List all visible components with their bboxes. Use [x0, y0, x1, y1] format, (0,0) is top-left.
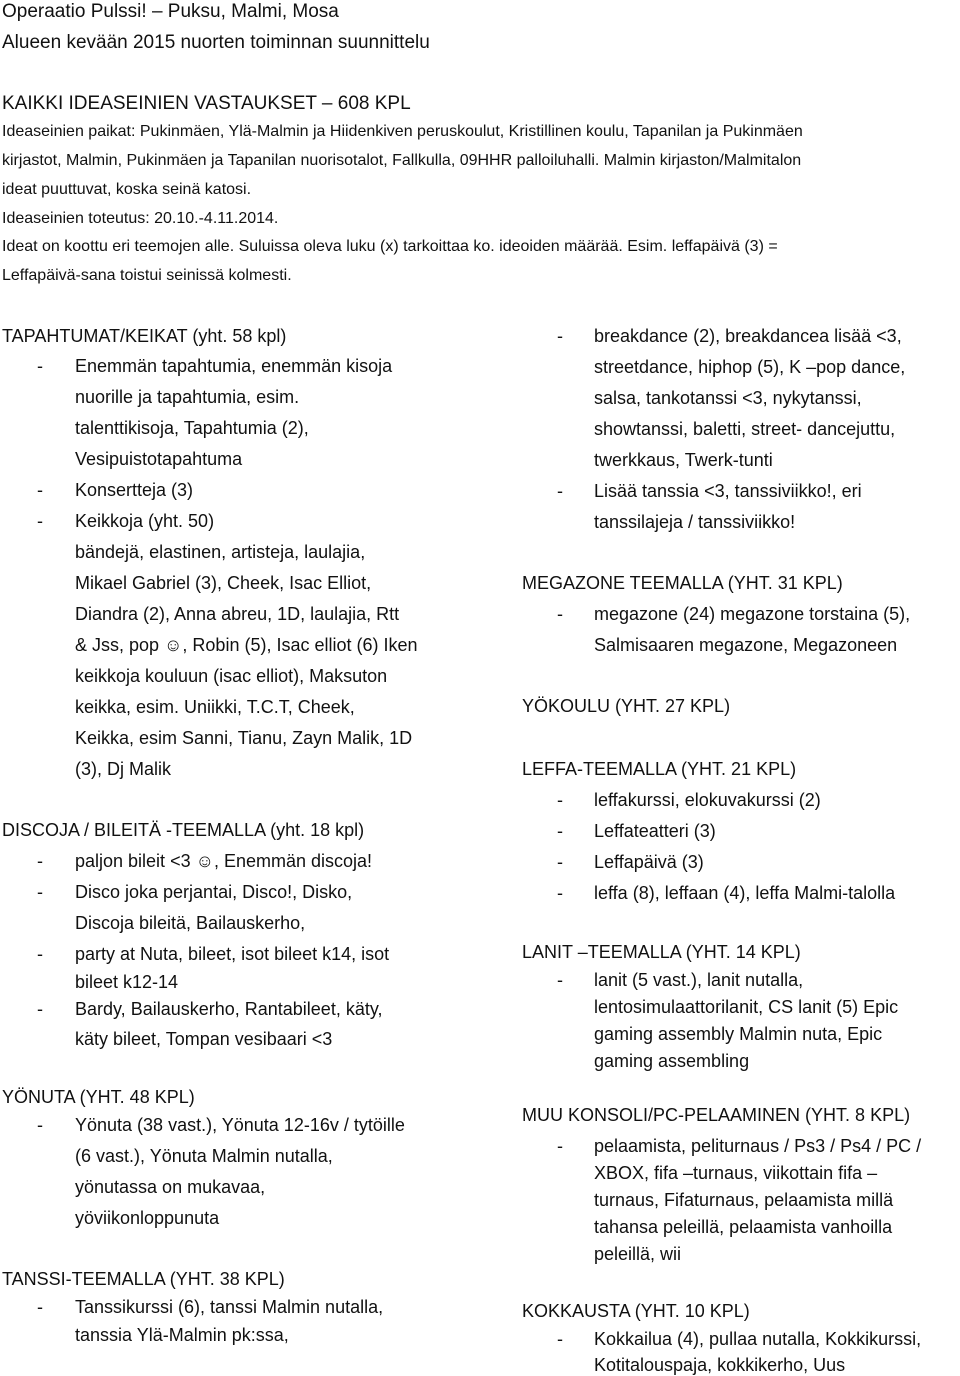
- list-item-cont: tanssilajeja / tanssiviikko!: [594, 512, 796, 532]
- section-heading-megazone: MEGAZONE TEEMALLA (YHT. 31 KPL): [522, 573, 843, 593]
- section-heading-tapahtumat: TAPAHTUMAT/KEIKAT (yht. 58 kpl): [2, 326, 287, 346]
- list-item-cont: yöviikonloppunuta: [75, 1208, 220, 1228]
- document-subtitle: Alueen kevään 2015 nuorten toiminnan suunnittelu: [2, 32, 430, 53]
- section-heading-lanit: LANIT –TEEMALLA (YHT. 14 KPL): [522, 942, 801, 962]
- summary-heading: KAIKKI IDEASEINIEN VASTAUKSET – 608 KPL: [2, 93, 411, 114]
- list-item-cont: (6 vast.), Yönuta Malmin nutalla,: [75, 1146, 333, 1166]
- list-item: Konsertteja (3): [75, 480, 194, 500]
- list-item-cont: Keikka, esim Sanni, Tianu, Zayn Malik, 1D: [75, 728, 413, 748]
- list-item: megazone (24) megazone torstaina (5),: [594, 604, 911, 624]
- list-item-cont: Discoja bileitä, Bailauskerho,: [75, 913, 306, 933]
- list-item-cont: peleillä, wii: [594, 1244, 682, 1264]
- list-item-cont: Kotitalouspaja, kokkikerho, Uus: [594, 1355, 846, 1375]
- bullet-dash: -: [37, 999, 43, 1019]
- bullet-dash: -: [37, 882, 43, 902]
- list-item: leffakurssi, elokuvakurssi (2): [594, 790, 821, 810]
- list-item-cont: käty bileet, Tompan vesibaari <3: [75, 1029, 333, 1049]
- bullet-dash: -: [557, 326, 563, 346]
- list-item-cont: lentosimulaattorilanit, CS lanit (5) Epic: [594, 997, 899, 1017]
- list-item-cont: streetdance, hiphop (5), K –pop dance,: [594, 357, 906, 377]
- list-item-cont: keikkoja kouluun (isac elliot), Maksuton: [75, 666, 388, 686]
- list-item: Leffateatteri (3): [594, 821, 716, 841]
- summary-line: Leffapäivä-sana toistui seinissä kolmesti.: [2, 267, 292, 284]
- list-item: Bardy, Bailauskerho, Rantabileet, käty,: [75, 999, 383, 1019]
- list-item-cont: bileet k12-14: [75, 972, 179, 992]
- summary-line: ideat puuttuvat, koska seinä katosi.: [2, 181, 252, 198]
- list-item-cont: (3), Dj Malik: [75, 759, 172, 779]
- list-item: Kokkailua (4), pullaa nutalla, Kokkikurssi,: [594, 1329, 922, 1349]
- bullet-dash: -: [557, 1136, 563, 1156]
- list-item-cont: Diandra (2), Anna abreu, 1D, laulajia, Rtt: [75, 604, 400, 624]
- summary-line: Ideaseinien paikat: Pukinmäen, Ylä-Malmin ja Hiidenkiven peruskoulut, Kristillinen koulu, Tapanilan ja Pukinmäen: [2, 123, 803, 140]
- list-item-cont: bändejä, elastinen, artisteja, laulajia,: [75, 542, 366, 562]
- summary-line: Ideaseinien toteutus: 20.10.-4.11.2014.: [2, 210, 279, 227]
- document-title: Operaatio Pulssi! – Puksu, Malmi, Mosa: [2, 1, 339, 22]
- list-item-cont: salsa, tankotanssi <3, nykytanssi,: [594, 388, 862, 408]
- bullet-dash: -: [37, 1115, 43, 1135]
- bullet-dash: -: [557, 852, 563, 872]
- bullet-dash: -: [557, 1329, 563, 1349]
- summary-line: Ideat on koottu eri teemojen alle. Suluissa oleva luku (x) tarkoittaa ko. ideoiden määrää. Esim. leffapäivä (3) =: [2, 238, 778, 255]
- bullet-dash: -: [37, 480, 43, 500]
- bullet-dash: -: [37, 1297, 43, 1317]
- list-item-cont: yönutassa on mukavaa,: [75, 1177, 266, 1197]
- section-heading-leffa: LEFFA-TEEMALLA (YHT. 21 KPL): [522, 759, 797, 779]
- list-item-cont: gaming assembling: [594, 1051, 750, 1071]
- section-heading-kokkausta: KOKKAUSTA (YHT. 10 KPL): [522, 1301, 750, 1321]
- list-item-cont: tahansa peleillä, pelaamista vanhoilla: [594, 1217, 893, 1237]
- list-item-cont: Salmisaaren megazone, Megazoneen: [594, 635, 898, 655]
- list-item-cont: talenttikisoja, Tapahtumia (2),: [75, 418, 309, 438]
- bullet-dash: -: [557, 481, 563, 501]
- list-item: Enemmän tapahtumia, enemmän kisoja: [75, 356, 393, 376]
- section-heading-yonuta: YÖNUTA (YHT. 48 KPL): [2, 1087, 195, 1107]
- list-item-cont: showtanssi, baletti, street- dancejuttu,: [594, 419, 896, 439]
- list-item: paljon bileit <3 ☺, Enemmän discoja!: [75, 851, 373, 871]
- list-item-cont: twerkkaus, Twerk-tunti: [594, 450, 773, 470]
- list-item-cont: keikka, esim. Uniikki, T.C.T, Cheek,: [75, 697, 355, 717]
- section-heading-tanssi: TANSSI-TEEMALLA (YHT. 38 KPL): [2, 1269, 285, 1289]
- bullet-dash: -: [557, 970, 563, 990]
- section-heading-disco: DISCOJA / BILEITÄ -TEEMALLA (yht. 18 kpl): [2, 820, 365, 840]
- bullet-dash: -: [37, 356, 43, 376]
- bullet-dash: -: [37, 851, 43, 871]
- list-item-cont: Mikael Gabriel (3), Cheek, Isac Elliot,: [75, 573, 372, 593]
- section-heading-yokoulu: YÖKOULU (YHT. 27 KPL): [522, 696, 731, 716]
- bullet-dash: -: [37, 944, 43, 964]
- list-item: party at Nuta, bileet, isot bileet k14, isot: [75, 944, 390, 964]
- list-item-cont: tanssia Ylä-Malmin pk:ssa,: [75, 1325, 289, 1345]
- bullet-dash: -: [557, 604, 563, 624]
- summary-line: kirjastot, Malmin, Pukinmäen ja Tapanilan nuorisotalot, Fallkulla, 09HHR palloiluhalli. Malmin kirjaston/Malmitalon: [2, 152, 802, 169]
- list-item: breakdance (2), breakdancea lisää <3,: [594, 326, 902, 346]
- list-item: Yönuta (38 vast.), Yönuta 12-16v / tytöille: [75, 1115, 405, 1135]
- list-item-cont: & Jss, pop ☺, Robin (5), Isac elliot (6) Iken: [75, 635, 418, 655]
- list-item: Lisää tanssia <3, tanssiviikko!, eri: [594, 481, 862, 501]
- list-item: leffa (8), leffaan (4), leffa Malmi-talolla: [594, 883, 896, 903]
- list-item: Tanssikurssi (6), tanssi Malmin nutalla,: [75, 1297, 384, 1317]
- list-item-cont: nuorille ja tapahtumia, esim.: [75, 387, 300, 407]
- list-item: Leffapäivä (3): [594, 852, 704, 872]
- bullet-dash: -: [557, 883, 563, 903]
- bullet-dash: -: [37, 511, 43, 531]
- list-item-cont: Vesipuistotapahtuma: [75, 449, 243, 469]
- bullet-dash: -: [557, 821, 563, 841]
- list-item-cont: XBOX, fifa –turnaus, viikottain fifa –: [594, 1163, 878, 1183]
- section-heading-konsoli: MUU KONSOLI/PC-PELAAMINEN (YHT. 8 KPL): [522, 1105, 911, 1125]
- list-item-cont: turnaus, Fifaturnaus, pelaamista millä: [594, 1190, 894, 1210]
- list-item: Keikkoja (yht. 50): [75, 511, 215, 531]
- list-item-cont: gaming assembly Malmin nuta, Epic: [594, 1024, 883, 1044]
- list-item: pelaamista, peliturnaus / Ps3 / Ps4 / PC /: [594, 1136, 922, 1156]
- list-item: lanit (5 vast.), lanit nutalla,: [594, 970, 804, 990]
- bullet-dash: -: [557, 790, 563, 810]
- list-item: Disco joka perjantai, Disco!, Disko,: [75, 882, 353, 902]
